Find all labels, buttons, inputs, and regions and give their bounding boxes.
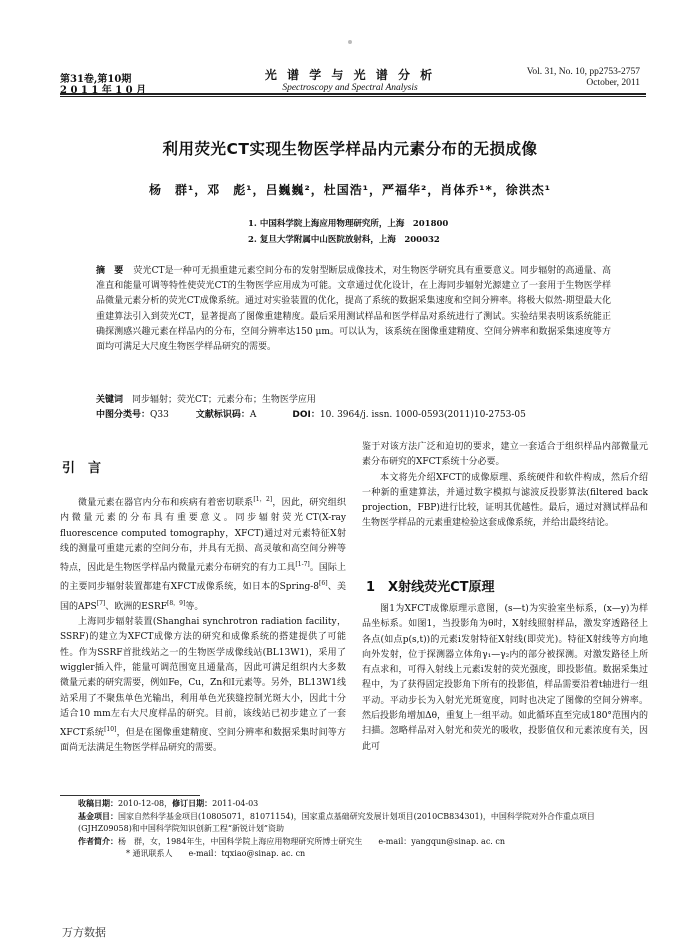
wanfang-watermark: 万方数据 xyxy=(62,926,106,939)
journal-name-zh: 光 谱 学 与 光 谱 分 析 xyxy=(264,68,436,82)
intro-paragraph-2: 上海同步辐射装置(Shanghai synchrotron radiation facility，SSRF)的建立为XFCT成像方法的研究和成像系统的搭建提供了可能性。作为SSRF首批线站之一的生物医学成像线站(BL13W1)，采用了wiggler插入件，能量可调范围宽且通量高，因此可满足组织内大多数微量元素的研究需要，例如Fe，Cu，Zn和I元素等。另外，BL13W1线站采用了不聚焦单色光输出，利用单色光狭缝控制光斑大小，因此十分适合10 mm左右大尺度样品的研究。目前，该线站已初步建立了一套XFCT系统[10]，但是在图像重建精度、空间分辨率和数据采集时间等方面尚无法满足生物医学样品研究的需要。 xyxy=(60,617,346,754)
corresponding-author: * 通讯联系人 e-mail：tqxiao@sinap. ac. cn xyxy=(126,849,306,858)
paper-title: 利用荧光CT实现生物医学样品内元素分布的无损成像 xyxy=(162,140,538,158)
keywords xyxy=(96,394,611,407)
right-column-cont xyxy=(362,602,648,755)
affiliation-1: 1. 中国科学院上海应用物理研究所，上海 201800 xyxy=(248,219,449,229)
right-paragraph-1: 鉴于对该方法广泛和迫切的要求，建立一套适合于组织样品内部微量元素分布研究的XFCT系统十分必要。 xyxy=(362,442,648,468)
header-rule xyxy=(60,93,646,97)
citation-date: October, 2011 xyxy=(586,78,640,88)
principle-paragraph: 图1为XFCT成像原理示意图，(s—t)为实验室坐标系，(x—y)为样品坐标系。如图1，当投影角为θ时，X射线照射样品，激发穿透路径上各点(如点p(s,t))的元素i发射特征X射线(即荧光)。特征X射线等方向地向外发射，位于探测器立体角γ₁—γ₂内的部分被探测。对激发路径上所有点求和，可得入射线上元素i发射的荧光强度，即投影值。数据采集过程中，为了获得固定投影角下所有的投影值，样品需要沿着t轴进行一组平动。平动步长为入射光光斑宽度，同时也决定了图像的空间分辨率。然后投影角增加Δθ，重复上一组平动。如此循环直至完成180°范围内的扫描。忽略样品对入射光和荧光的吸收，投影值仅和元素浓度有关，因此可 xyxy=(362,604,648,752)
doi-label: DOI： xyxy=(292,410,320,420)
issue-date: 2 0 1 1 年 1 0 月 xyxy=(60,85,147,96)
footnotes xyxy=(78,798,648,861)
section-heading-1: 1 X射线荧光CT原理 xyxy=(366,580,495,595)
volume-issue: 第31卷,第10期 xyxy=(60,74,132,85)
page-mark xyxy=(348,40,352,44)
intro-paragraph-1: 微量元素在器官内分布和疾病有着密切联系[1，2]，因此，研究组织内微量元素的分布具有重要意义。同步辐射荧光CT(X-ray fluorescence computed tomography，XFCT)通过对元素特征X射线的测量可重建元素的空间分布，并具有无损、高灵敏和高空间分辨等特点，因此是生物医学样品内微量元素分布研究的有力工具[1-7]。国际上的主要同步辐射装置都建有XFCT成像系统，如日本的Spring-8[6]、美国的APS[7]、欧洲的ESRF[8，9]等。 xyxy=(60,496,346,612)
footnote-rule xyxy=(60,795,200,796)
journal-name-en: Spectroscopy and Spectral Analysis xyxy=(282,83,418,93)
abstract-text: 荧光CT是一种可无损重建元素空间分布的发射型断层成像技术，对生物医学研究具有重要意义。同步辐射的高通量、高准直和能量可调等特性使荧光CT的生物医学应用成为可能。文章通过优化设计，在上海同步辐射光源建立了一套用于生物医学样品微量元素分析的荧光CT成像系统。通过对实验装置的优化，提高了系统的数据采集速度和空间分辨率。将极大似然-期望最大化重建算法引入到荧光CT，显著提高了图像重建精度。最后采用测试样品和医学样品对系统进行了测试。实验结果表明该系统能正确探测感兴趣元素在样品内的分布，空间分辨率达150 μm。可以认为，该系统在图像重建精度、空间分辨率和数据采集速度等方面均可满足大尺度生物医学样品研究的需要。 xyxy=(96,266,611,353)
affiliation-2: 2. 复旦大学附属中山医院放射科，上海 200032 xyxy=(248,235,440,245)
clc-label: 中图分类号： xyxy=(96,410,151,420)
author-list: 杨 群¹，邓 彪¹，吕巍巍²，杜国浩¹，严福华²，肖体乔¹*，徐洪杰¹ xyxy=(148,183,552,197)
journal-citation xyxy=(527,67,640,89)
section-heading-intro: 引 言 xyxy=(62,461,102,476)
abstract-label: 摘 要 xyxy=(96,266,124,276)
keywords-label: 关键词 xyxy=(96,395,124,405)
keywords-text: 同步辐射；荧光CT；元素分布；生物医学应用 xyxy=(132,395,316,405)
author-bio: 作者简介：杨 群，女，1984年生，中国科学院上海应用物理研究所博士研究生 e-mail：yangqun@sinap. ac. cn xyxy=(78,836,506,846)
fund-info: 基金项目：国家自然科学基金项目(10805071，81071154)，国家重点基础研究发展计划项目(2010CB834301)，中国科学院对外合作重点项目(GJHZ09058)和中国科学院知识创新工程“新锐计划”资助 xyxy=(78,811,595,833)
left-column xyxy=(60,492,346,757)
received-date: 收稿日期：2010-12-08，修订日期：2011-04-03 xyxy=(78,799,259,808)
doc-code-value: A xyxy=(249,410,257,420)
citation-volume: Vol. 31, No. 10, pp2753-2757 xyxy=(526,67,640,77)
clc-value: Q33 xyxy=(150,410,169,420)
doi-value: 10. 3964/j. issn. 1000-0593(2011)10-2753-05 xyxy=(319,410,526,420)
doc-code-label: 文献标识码： xyxy=(195,410,250,420)
right-paragraph-2: 本文将先介绍XFCT的成像原理、系统硬件和软件构成，然后介绍一种新的重建算法，并通过数字模拟与滤波反投影算法(filtered back projection，FBP)进行比较，证明其优越性。最后，通过对测试样品和生物医学样品的元素重建检验这套成像系统，并给出最终结论。 xyxy=(362,472,648,529)
classification xyxy=(96,409,611,422)
abstract xyxy=(96,264,611,355)
right-column xyxy=(362,440,648,532)
